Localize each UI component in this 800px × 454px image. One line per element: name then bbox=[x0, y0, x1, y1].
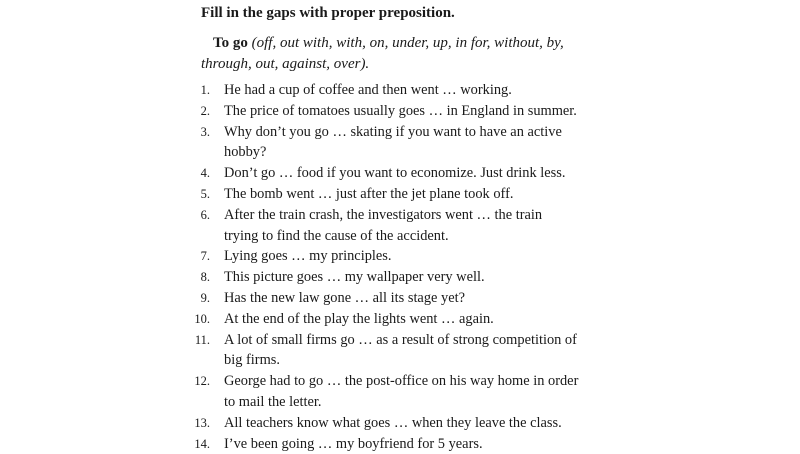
exercise-item-3 bbox=[190, 122, 610, 164]
item-number: 14. bbox=[194, 436, 210, 451]
item-text: George had to go … the post-office on his way home in order to mail the letter. bbox=[224, 373, 579, 410]
item-text: A lot of small firms go … as a result of strong competition of big firms. bbox=[224, 331, 577, 369]
item-text: This picture goes … my wallpaper very well. bbox=[224, 269, 485, 286]
exercise-item-2 bbox=[190, 101, 610, 122]
item-number: 1. bbox=[200, 83, 210, 97]
item-number: 10. bbox=[194, 311, 210, 326]
preposition-options: (off, out with, with, on, under, up, in for, without, by, through, out, against, over). bbox=[201, 35, 564, 72]
item-number: 11. bbox=[194, 332, 210, 347]
exercise-item-9 bbox=[190, 288, 610, 309]
exercise-item-5 bbox=[190, 184, 610, 205]
item-number: 12. bbox=[194, 374, 210, 389]
exercise-item-4 bbox=[190, 163, 610, 184]
exercise-item-11 bbox=[190, 330, 610, 372]
verb-instruction bbox=[201, 33, 601, 75]
exercise-list bbox=[190, 80, 610, 454]
item-text: Lying goes … my principles. bbox=[224, 248, 392, 265]
exercise-title: Fill in the gaps with proper preposition. bbox=[201, 5, 455, 21]
item-text: Why don’t you go … skating if you want to have an active hobby? bbox=[224, 123, 562, 161]
item-text: The bomb went … just after the jet plane took off. bbox=[224, 185, 514, 202]
item-text: The price of tomatoes usually goes … in England in summer. bbox=[224, 102, 577, 119]
item-number: 3. bbox=[200, 124, 210, 139]
target-verb: To go bbox=[213, 35, 248, 51]
exercise-item-6 bbox=[190, 205, 610, 247]
item-text: Has the new law gone … all its stage yet? bbox=[224, 289, 465, 306]
item-number: 4. bbox=[200, 166, 210, 181]
item-number: 9. bbox=[200, 290, 210, 305]
exercise-item-10 bbox=[190, 309, 610, 330]
item-text: At the end of the play the lights went … again. bbox=[224, 310, 494, 327]
item-text: After the train crash, the investigators went … the train trying to find the cause of the accident. bbox=[224, 206, 543, 244]
exercise-item-12 bbox=[190, 371, 610, 413]
exercise-item-7 bbox=[190, 246, 610, 267]
item-text: Don’t go … food if you want to economize. Just drink less. bbox=[224, 165, 566, 182]
exercise-item-8 bbox=[190, 267, 610, 288]
item-number: 6. bbox=[200, 207, 210, 222]
item-text: I’ve been going … my boyfriend for 5 years. bbox=[224, 435, 483, 452]
item-text: He had a cup of coffee and then went … working. bbox=[224, 82, 512, 98]
item-text: All teachers know what goes … when they leave the class. bbox=[224, 414, 562, 431]
item-number: 2. bbox=[200, 103, 210, 118]
item-number: 8. bbox=[200, 270, 210, 285]
item-number: 7. bbox=[200, 249, 210, 264]
exercise-item-13 bbox=[190, 413, 610, 434]
item-number: 5. bbox=[200, 186, 210, 201]
exercise-item-14 bbox=[190, 434, 610, 454]
exercise-item-1 bbox=[190, 80, 610, 101]
item-number: 13. bbox=[194, 415, 210, 430]
